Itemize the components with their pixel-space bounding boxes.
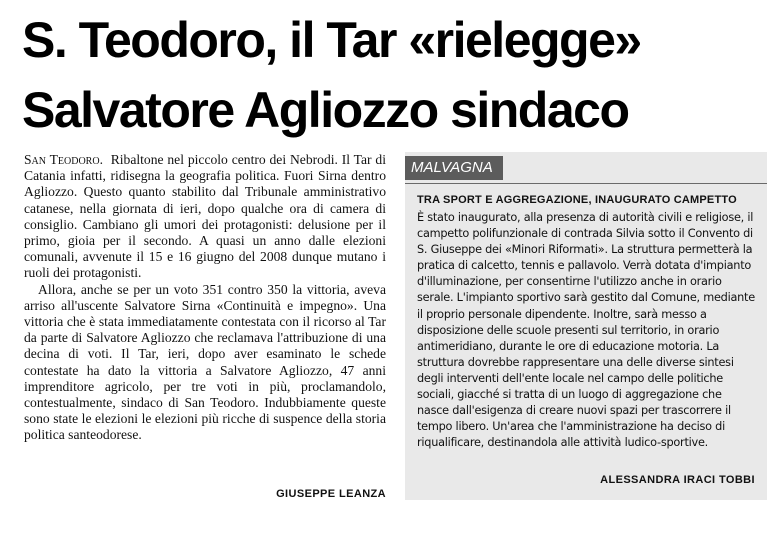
article-dateline: San Teodoro. <box>24 152 103 167</box>
tag-divider <box>405 183 767 184</box>
article-paragraph-1-text: Ribaltone nel piccolo centro dei Nebrodi. Il Tar di Catania infatti, ridisegna la geografia politica. Fuori Sirna dentro Agliozzo. Questo quanto stabilito dal Tribunale amministrativo catanese, nella giornata di ieri, dopo qualche ora di camera di consiglio. Cambiano gli umori dei protagonisti: delusione per il primo, gioia per il secondo. A quasi un anno dalle elezioni comunali, avvenute il 15 e 16 giugno del 2008 dunque mutano i ruoli dei protagonisti. <box>24 152 387 281</box>
article-byline: GIUSEPPE LEANZA <box>276 488 386 500</box>
sidebar-title: TRA SPORT E AGGREGAZIONE, INAUGURATO CAMPETTO <box>417 194 737 206</box>
headline-line-2: Salvatore Agliozzo sindaco <box>22 82 629 138</box>
article-paragraph-1 <box>24 152 386 282</box>
headline-line-1: S. Teodoro, il Tar «rielegge» <box>22 12 641 68</box>
sidebar-byline: ALESSANDRA IRACI TOBBI <box>600 474 755 486</box>
sidebar-body: È stato inaugurato, alla presenza di autorità civili e religiose, il campetto polifunzionale di contrada Silvia sotto il Convento di S. Giuseppe dei «Minori Riformati». La struttura permetterà la pratica di calcetto, tennis e pallavolo. Verrà dotata d'impianto d'illuminazione, per consentirne l'utilizzo anche in orario serale. L'impianto sportivo sarà gestito dal Comune, mediante il proprio personale dipendente. Inoltre, sarà messo a disposizione delle scuole presenti sul territorio, in orario antimeridiano, durante le ore di educazione motoria. La struttura dovrebbe rappresentare una delle diverse sintesi degli interventi dell'ente locale nel campo delle politiche sociali, giacché si tratta di un luogo di aggregazione che nasce dall'esigenza di creare nuovi spazi per trascorrere il tempo libero. Un'area che l'amministrazione ha deciso di riqualificare, destinandola alle attività ludico-sportive. <box>417 211 755 450</box>
sidebar-box <box>405 152 767 500</box>
article-paragraph-2: Allora, anche se per un voto 351 contro 350 la vittoria, aveva arriso all'uscente Salvatore Sirna «Continuità e impegno». Una vittoria che è stata immediatamente contestata con il ricorso al Tar da parte di Salvatore Agliozzo che reclamava l'attribuzione di una decina di voti. Il Tar, ieri, dopo aver esaminato le schede contestate ha dato la vittoria a Salvatore Agliozzo, 47 anni imprenditore agricolo, per tre voti in più, proclamandolo, contestualmente, sindaco di San Teodoro. Indubbiamente queste sono state le elezioni le elezioni più ricche di suspence della storia politica santeodorese. <box>24 281 386 443</box>
section-tag: MALVAGNA <box>405 156 503 180</box>
main-article <box>24 152 386 444</box>
